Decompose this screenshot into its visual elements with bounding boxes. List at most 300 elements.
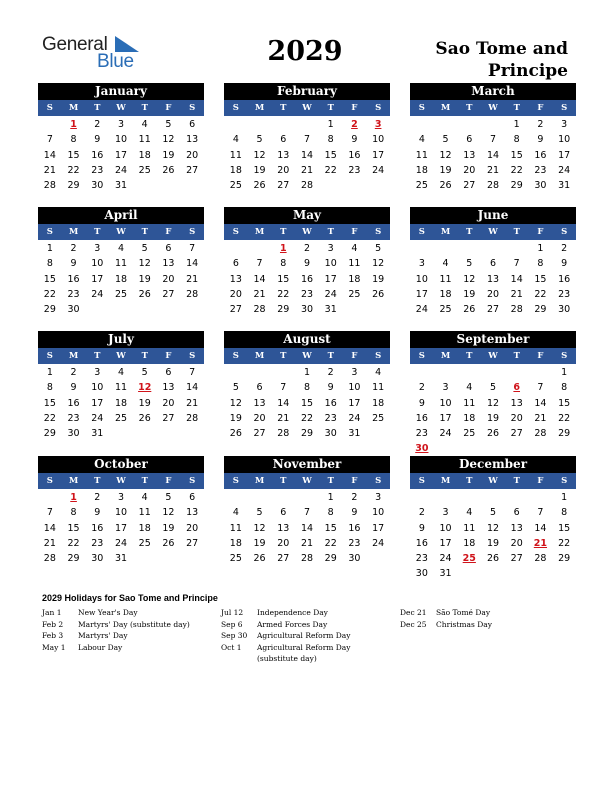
holiday-date: Sep 30: [221, 631, 248, 640]
day-cell: 10: [114, 507, 128, 519]
empty-day-cell: [224, 241, 248, 256]
day-cell: 21: [300, 164, 314, 176]
day-cell: 19: [486, 537, 500, 549]
weekday-header-row: [224, 100, 390, 116]
empty-day-cell: [434, 365, 458, 380]
day-cell: 8: [561, 507, 568, 519]
day-cell: 15: [277, 273, 290, 285]
weekday-label: T: [327, 103, 334, 113]
day-cell: 15: [300, 397, 314, 409]
empty-day-cell: [410, 365, 434, 380]
day-grid: [224, 365, 390, 441]
day-cell: 12: [229, 397, 242, 409]
holiday-date: Jul 12: [221, 608, 244, 617]
day-cell: 9: [537, 134, 544, 146]
empty-day-cell: [481, 490, 505, 505]
day-cell: 9: [70, 258, 77, 270]
weekday-label: S: [46, 476, 53, 486]
day-cell: 6: [165, 243, 172, 254]
day-cell: 7: [303, 507, 311, 519]
day-cell: 4: [375, 367, 382, 378]
day-cell: 7: [537, 382, 544, 394]
day-cell: 6: [165, 367, 172, 378]
empty-day-cell: [295, 117, 319, 132]
day-cell: 15: [558, 397, 571, 409]
country-name: Sao Tome and Principe: [435, 39, 568, 81]
day-cell: 7: [46, 134, 53, 146]
weekday-label: W: [488, 476, 498, 486]
day-cell: 18: [463, 537, 476, 549]
weekday-label: T: [141, 103, 148, 113]
weekday-label: T: [466, 476, 473, 486]
day-cell: 6: [189, 119, 196, 130]
day-cell: 19: [372, 273, 385, 285]
weekday-label: T: [141, 351, 148, 361]
day-cell: 19: [138, 273, 151, 285]
weekday-label: T: [280, 103, 287, 113]
day-cell: 30: [91, 553, 104, 565]
day-cell: 30: [300, 304, 314, 316]
day-cell: 22: [534, 288, 547, 300]
day-cell: 3: [351, 367, 358, 378]
day-cell: 24: [372, 164, 385, 176]
day-cell: 1: [303, 367, 311, 378]
day-cell: 10: [372, 507, 385, 519]
holiday-row: [221, 619, 393, 631]
day-grid: [38, 490, 204, 566]
weekday-label: F: [351, 227, 358, 237]
day-cell: 14: [277, 397, 290, 409]
day-cell: 9: [327, 382, 334, 394]
day-cell: 6: [189, 492, 196, 503]
day-cell: 31: [114, 553, 128, 565]
weekday-label: S: [232, 103, 239, 113]
day-cell: 17: [91, 397, 104, 409]
day-cell: 24: [91, 288, 104, 300]
day-cell: 3: [94, 367, 101, 378]
weekday-label: F: [537, 227, 544, 237]
holiday-day-cell: 21: [533, 537, 548, 549]
logo-triangle-icon: [115, 36, 139, 52]
day-cell: 5: [489, 507, 497, 519]
day-cell: 27: [162, 412, 175, 424]
weekday-label: S: [375, 227, 382, 237]
holiday-date: Feb 2: [42, 619, 64, 629]
day-cell: 21: [186, 273, 199, 285]
weekday-label: T: [466, 103, 473, 113]
day-cell: 15: [324, 149, 337, 161]
day-cell: 20: [162, 273, 175, 285]
day-cell: 25: [114, 288, 128, 300]
day-cell: 23: [415, 428, 428, 440]
weekday-label: T: [94, 103, 101, 113]
day-cell: 16: [534, 149, 547, 161]
day-cell: 29: [300, 428, 314, 440]
day-cell: 29: [558, 553, 571, 565]
weekday-label: S: [189, 476, 196, 486]
day-cell: 4: [442, 258, 449, 270]
day-cell: 31: [114, 180, 128, 192]
day-cell: 6: [489, 258, 497, 270]
day-cell: 9: [303, 258, 311, 270]
day-cell: 8: [46, 258, 53, 270]
day-grid: [224, 241, 390, 317]
day-cell: 26: [229, 428, 242, 440]
holiday-date: Dec 25: [400, 619, 427, 629]
day-cell: 14: [253, 273, 266, 285]
day-cell: 14: [534, 522, 547, 534]
day-cell: 11: [229, 522, 242, 534]
day-cell: 28: [300, 553, 314, 565]
day-cell: 5: [256, 507, 263, 519]
empty-day-cell: [481, 241, 505, 256]
day-cell: 31: [439, 568, 452, 580]
day-cell: 18: [229, 164, 242, 176]
month-title: December: [410, 456, 576, 473]
day-cell: 6: [466, 134, 473, 146]
day-cell: 19: [253, 537, 266, 549]
day-cell: 14: [43, 149, 56, 161]
day-cell: 30: [91, 180, 104, 192]
day-cell: 23: [415, 553, 428, 565]
month-october: [38, 456, 204, 566]
day-cell: 14: [486, 149, 500, 161]
holiday-day-cell: 1: [70, 119, 77, 130]
day-cell: 3: [561, 119, 568, 130]
day-cell: 28: [186, 412, 199, 424]
weekday-label: T: [280, 351, 287, 361]
day-cell: 20: [486, 288, 500, 300]
weekday-label: T: [466, 351, 473, 361]
day-cell: 8: [280, 258, 287, 270]
weekday-label: T: [280, 227, 287, 237]
day-cell: 10: [558, 134, 571, 146]
day-cell: 24: [415, 304, 428, 316]
day-cell: 28: [534, 428, 547, 440]
day-cell: 17: [348, 397, 361, 409]
day-cell: 28: [534, 553, 547, 565]
day-cell: 23: [91, 164, 104, 176]
day-cell: 5: [489, 382, 497, 394]
day-cell: 10: [439, 397, 452, 409]
day-cell: 28: [510, 304, 523, 316]
day-cell: 12: [486, 522, 500, 534]
day-cell: 12: [372, 258, 385, 270]
day-cell: 1: [561, 367, 568, 378]
day-cell: 26: [138, 288, 151, 300]
weekday-label: F: [351, 351, 358, 361]
day-cell: 24: [324, 288, 337, 300]
day-cell: 16: [91, 149, 104, 161]
day-cell: 20: [162, 397, 175, 409]
day-cell: 29: [324, 553, 337, 565]
weekday-label: T: [327, 351, 334, 361]
weekday-label: S: [189, 103, 196, 113]
day-cell: 30: [324, 428, 337, 440]
day-cell: 25: [463, 428, 476, 440]
day-cell: 25: [229, 553, 242, 565]
day-cell: 25: [372, 412, 385, 424]
day-cell: 2: [327, 367, 334, 378]
weekday-label: S: [418, 351, 425, 361]
day-cell: 2: [561, 243, 568, 254]
day-cell: 4: [466, 382, 473, 394]
month-title: September: [410, 331, 576, 348]
day-grid: [38, 117, 204, 193]
day-cell: 14: [534, 397, 547, 409]
day-cell: 3: [94, 243, 101, 254]
day-cell: 20: [277, 537, 290, 549]
day-cell: 5: [165, 492, 172, 503]
day-cell: 11: [415, 149, 428, 161]
day-cell: 3: [117, 492, 125, 503]
weekday-label: W: [488, 227, 498, 237]
day-cell: 20: [277, 164, 290, 176]
day-cell: 13: [277, 522, 290, 534]
day-cell: 24: [372, 537, 385, 549]
weekday-label: T: [513, 476, 520, 486]
empty-day-cell: [271, 365, 295, 380]
day-cell: 28: [253, 304, 266, 316]
day-cell: 19: [138, 397, 151, 409]
empty-day-cell: [410, 241, 434, 256]
weekday-label: T: [94, 227, 101, 237]
holiday-date: Feb 3: [42, 631, 64, 640]
holiday-name: Armed Forces Day: [257, 619, 328, 629]
day-cell: 9: [351, 507, 358, 519]
day-cell: 12: [138, 258, 151, 270]
day-cell: 1: [46, 367, 53, 378]
day-cell: 13: [486, 273, 500, 285]
weekday-label: W: [302, 103, 312, 113]
month-title: June: [410, 207, 576, 224]
weekday-label: S: [561, 476, 568, 486]
day-cell: 4: [141, 492, 148, 503]
day-cell: 7: [513, 258, 520, 270]
day-cell: 2: [94, 119, 101, 130]
weekday-header-row: [410, 100, 576, 116]
holiday-date: Oct 1: [221, 642, 242, 652]
day-cell: 9: [70, 382, 77, 394]
day-cell: 21: [534, 412, 547, 424]
day-cell: 22: [558, 537, 571, 549]
day-cell: 16: [348, 522, 361, 534]
holiday-day-cell: 12: [138, 382, 152, 394]
month-january: [38, 83, 204, 193]
day-cell: 1: [561, 492, 568, 503]
day-cell: 6: [256, 382, 263, 394]
day-cell: 28: [186, 288, 199, 300]
day-cell: 18: [138, 522, 151, 534]
day-cell: 25: [114, 412, 128, 424]
day-cell: 27: [229, 304, 242, 316]
weekday-label: M: [68, 227, 79, 237]
weekday-label: F: [165, 227, 172, 237]
day-cell: 22: [300, 412, 314, 424]
day-cell: 21: [486, 164, 500, 176]
day-cell: 15: [43, 397, 56, 409]
day-cell: 11: [372, 382, 385, 394]
day-cell: 16: [415, 412, 428, 424]
weekday-label: M: [254, 103, 265, 113]
day-cell: 20: [253, 412, 266, 424]
day-cell: 16: [67, 273, 80, 285]
day-grid: [224, 117, 390, 193]
month-title: March: [410, 83, 576, 100]
day-cell: 25: [348, 288, 361, 300]
day-cell: 24: [114, 537, 128, 549]
holiday-date: Dec 21: [400, 608, 427, 617]
weekday-label: S: [375, 103, 382, 113]
weekday-header-row: [38, 100, 204, 116]
day-cell: 11: [138, 134, 151, 146]
day-cell: 14: [510, 273, 523, 285]
day-cell: 29: [534, 304, 547, 316]
day-cell: 13: [253, 397, 266, 409]
day-cell: 14: [186, 258, 199, 270]
empty-day-cell: [457, 241, 481, 256]
month-march: [410, 83, 576, 193]
day-cell: 8: [303, 382, 311, 394]
day-cell: 29: [67, 180, 80, 192]
day-cell: 21: [510, 288, 523, 300]
weekday-label: S: [561, 103, 568, 113]
holidays-title: 2029 Holidays for Sao Tome and Principe: [42, 593, 218, 603]
weekday-label: M: [254, 227, 265, 237]
day-cell: 10: [114, 134, 128, 146]
day-cell: 30: [67, 304, 80, 316]
day-cell: 21: [300, 537, 314, 549]
day-cell: 28: [43, 553, 56, 565]
empty-day-cell: [457, 365, 481, 380]
day-grid: [38, 365, 204, 441]
day-cell: 3: [442, 507, 449, 519]
day-cell: 10: [439, 522, 452, 534]
day-cell: 8: [561, 382, 568, 394]
empty-day-cell: [248, 241, 272, 256]
day-cell: 31: [324, 304, 337, 316]
day-cell: 23: [67, 288, 80, 300]
holiday-column: [221, 607, 393, 665]
weekday-label: M: [68, 103, 79, 113]
day-cell: 2: [70, 243, 77, 254]
holiday-column: [400, 607, 546, 630]
day-cell: 16: [558, 273, 571, 285]
day-cell: 18: [415, 164, 428, 176]
day-cell: 13: [277, 149, 290, 161]
day-cell: 29: [277, 304, 290, 316]
empty-day-cell: [457, 117, 481, 132]
day-cell: 8: [327, 507, 334, 519]
weekday-label: S: [375, 476, 382, 486]
empty-day-cell: [248, 365, 272, 380]
weekday-label: S: [418, 103, 425, 113]
day-cell: 27: [277, 553, 290, 565]
day-cell: 26: [372, 288, 385, 300]
day-cell: 22: [324, 164, 337, 176]
holiday-row: [400, 607, 546, 619]
empty-day-cell: [481, 117, 505, 132]
day-cell: 16: [324, 397, 337, 409]
day-cell: 23: [348, 537, 361, 549]
weekday-label: F: [351, 476, 358, 486]
month-september: [410, 331, 576, 457]
day-cell: 14: [186, 382, 199, 394]
calendar-year: 2029: [267, 36, 343, 67]
month-title: April: [38, 207, 204, 224]
day-grid: [410, 117, 576, 193]
weekday-label: M: [254, 476, 265, 486]
holiday-date: Jan 1: [42, 608, 62, 617]
day-cell: 7: [280, 382, 287, 394]
day-cell: 1: [327, 492, 334, 503]
day-cell: 23: [67, 412, 80, 424]
day-cell: 16: [415, 537, 428, 549]
empty-day-cell: [505, 490, 529, 505]
day-cell: 5: [256, 134, 263, 146]
day-cell: 20: [510, 412, 523, 424]
day-cell: 30: [558, 304, 571, 316]
day-cell: 19: [463, 288, 476, 300]
day-cell: 17: [324, 273, 337, 285]
weekday-label: S: [561, 227, 568, 237]
holiday-row: [42, 619, 218, 631]
day-cell: 2: [94, 492, 101, 503]
weekday-label: W: [302, 351, 312, 361]
weekday-label: F: [537, 351, 544, 361]
day-cell: 4: [351, 243, 358, 254]
empty-day-cell: [529, 490, 553, 505]
weekday-label: F: [165, 476, 172, 486]
holiday-date: Sep 6: [221, 619, 243, 629]
day-cell: 4: [117, 243, 125, 254]
empty-day-cell: [410, 490, 434, 505]
day-cell: 26: [439, 180, 452, 192]
day-cell: 12: [486, 397, 500, 409]
day-cell: 21: [186, 397, 199, 409]
day-cell: 22: [67, 537, 80, 549]
day-cell: 11: [463, 522, 476, 534]
weekday-label: S: [232, 351, 239, 361]
empty-day-cell: [434, 241, 458, 256]
weekday-label: T: [513, 351, 520, 361]
day-cell: 17: [415, 288, 428, 300]
day-cell: 2: [70, 367, 77, 378]
day-cell: 15: [324, 522, 337, 534]
weekday-header-row: [224, 348, 390, 364]
weekday-header-row: [410, 224, 576, 240]
weekday-label: T: [466, 227, 473, 237]
logo-blue-text: Blue: [97, 51, 134, 72]
day-cell: 27: [510, 553, 523, 565]
day-cell: 5: [442, 134, 449, 146]
day-cell: 18: [348, 273, 361, 285]
day-cell: 27: [253, 428, 266, 440]
holiday-name: Christmas Day: [436, 619, 492, 629]
weekday-label: W: [488, 351, 498, 361]
day-cell: 25: [415, 180, 428, 192]
weekday-label: T: [513, 227, 520, 237]
day-cell: 13: [162, 258, 175, 270]
empty-day-cell: [505, 365, 529, 380]
day-cell: 23: [300, 288, 314, 300]
day-cell: 7: [489, 134, 497, 146]
month-november: [224, 456, 390, 566]
day-cell: 18: [439, 288, 452, 300]
day-cell: 28: [486, 180, 500, 192]
day-cell: 22: [558, 412, 571, 424]
day-cell: 16: [300, 273, 314, 285]
